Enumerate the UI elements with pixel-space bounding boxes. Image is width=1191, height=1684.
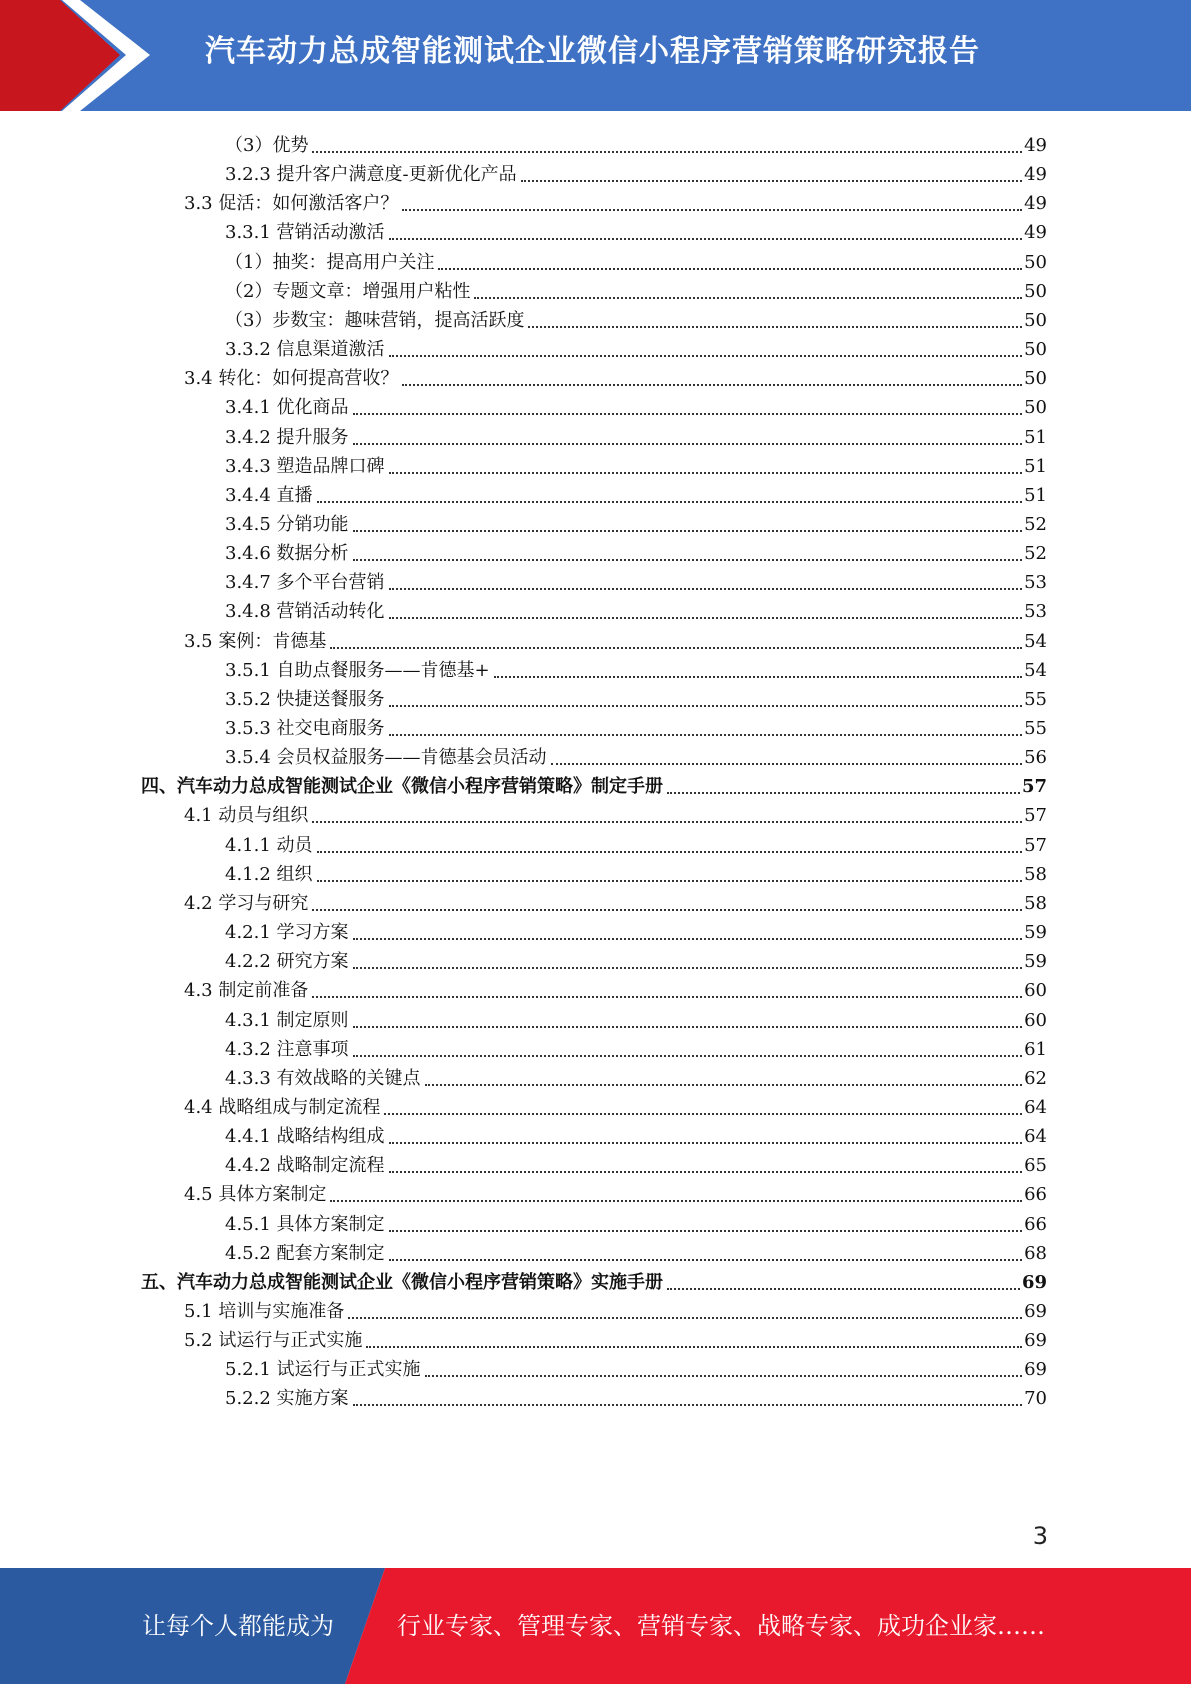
- toc-entry-title: 3.3.2 信息渠道激活: [225, 339, 385, 360]
- toc-leader-dots: [353, 443, 1023, 445]
- toc-leader-dots: [353, 413, 1023, 415]
- toc-entry-title: 3.5.4 会员权益服务——肯德基会员活动: [225, 747, 547, 768]
- toc-leader-dots: [667, 1288, 1020, 1290]
- toc-entry[interactable]: [225, 681, 1047, 712]
- page-footer: [0, 1568, 1191, 1684]
- toc-entry-title: 四、汽车动力总成智能测试企业《微信小程序营销策略》制定手册: [141, 776, 663, 797]
- toc-leader-dots: [389, 734, 1023, 736]
- toc-leader-dots: [389, 355, 1023, 357]
- toc-entry-page: 60: [1024, 1010, 1047, 1031]
- toc-entry-title: 五、汽车动力总成智能测试企业《微信小程序营销策略》实施手册: [141, 1272, 663, 1293]
- toc-entry-title: 3.5.1 自助点餐服务——肯德基+: [225, 660, 490, 681]
- toc-leader-dots: [330, 647, 1022, 649]
- toc-leader-dots: [389, 1142, 1023, 1144]
- toc-entry-page: 64: [1024, 1097, 1047, 1118]
- toc-entry[interactable]: [225, 1206, 1047, 1237]
- toc-leader-dots: [353, 1055, 1023, 1057]
- toc-entry-page: 49: [1024, 222, 1047, 243]
- toc-entry[interactable]: [141, 1264, 1047, 1295]
- toc-entry-title: 3.5 案例：肯德基: [184, 631, 327, 652]
- toc-entry[interactable]: [141, 768, 1047, 799]
- toc-entry-title: 4.1 动员与组织: [184, 805, 309, 826]
- toc-leader-dots: [353, 530, 1023, 532]
- toc-entry-page: 66: [1024, 1214, 1047, 1235]
- footer-slogan-right: 行业专家、管理专家、营销专家、战略专家、成功企业家……: [397, 1612, 1045, 1640]
- toc-leader-dots: [402, 209, 1022, 211]
- toc-entry-page: 65: [1024, 1155, 1047, 1176]
- toc-entry-page: 57: [1021, 776, 1047, 797]
- toc-leader-dots: [312, 996, 1022, 998]
- toc-entry-title: 4.4.2 战略制定流程: [225, 1155, 385, 1176]
- toc-leader-dots: [494, 676, 1022, 678]
- toc-entry-page: 55: [1024, 718, 1047, 739]
- toc-entry[interactable]: [184, 1089, 1047, 1120]
- toc-entry-title: 3.5.3 社交电商服务: [225, 718, 385, 739]
- toc-entry[interactable]: [225, 273, 1047, 304]
- toc-leader-dots: [389, 238, 1023, 240]
- toc-leader-dots: [317, 880, 1023, 882]
- toc-entry[interactable]: [225, 156, 1047, 187]
- toc-entry-title: 3.2.3 提升客户满意度-更新优化产品: [225, 164, 517, 185]
- toc-leader-dots: [389, 588, 1023, 590]
- toc-entry-title: （3）步数宝：趣味营销，提高活跃度: [225, 310, 525, 331]
- toc-entry-page: 50: [1024, 339, 1047, 360]
- toc-entry-page: 49: [1024, 164, 1047, 185]
- toc-entry-page: 49: [1024, 135, 1047, 156]
- toc-entry[interactable]: [184, 1176, 1047, 1207]
- toc-entry[interactable]: [184, 1293, 1047, 1324]
- toc-leader-dots: [312, 821, 1022, 823]
- toc-entry-page: 59: [1024, 951, 1047, 972]
- toc-leader-dots: [330, 1200, 1022, 1202]
- toc-entry[interactable]: [225, 1380, 1047, 1411]
- toc-entry-title: 3.4 转化：如何提高营收？: [184, 368, 399, 389]
- toc-entry[interactable]: [225, 710, 1047, 741]
- toc-entry[interactable]: [225, 1351, 1047, 1382]
- toc-leader-dots: [348, 1317, 1022, 1319]
- toc-entry-title: 4.3.3 有效战略的关键点: [225, 1068, 421, 1089]
- toc-leader-dots: [389, 1259, 1023, 1261]
- toc-entry-page: 58: [1024, 864, 1047, 885]
- toc-entry[interactable]: [225, 214, 1047, 245]
- toc-entry-page: 69: [1024, 1301, 1047, 1322]
- toc-leader-dots: [528, 326, 1022, 328]
- toc-entry[interactable]: [225, 593, 1047, 624]
- toc-entry-title: 3.4.6 数据分析: [225, 543, 349, 564]
- toc-leader-dots: [389, 617, 1023, 619]
- toc-entry-title: 3.4.3 塑造品牌口碑: [225, 456, 385, 477]
- toc-entry[interactable]: [225, 564, 1047, 595]
- toc-leader-dots: [353, 938, 1023, 940]
- toc-entry[interactable]: [225, 914, 1047, 945]
- toc-entry[interactable]: [184, 623, 1047, 654]
- toc-entry-title: 3.4.2 提升服务: [225, 427, 349, 448]
- toc-entry-page: 59: [1024, 922, 1047, 943]
- toc-leader-dots: [312, 909, 1022, 911]
- toc-entry[interactable]: [225, 389, 1047, 420]
- toc-entry-page: 51: [1024, 456, 1047, 477]
- toc-entry-page: 69: [1024, 1359, 1047, 1380]
- toc-entry-page: 69: [1024, 1330, 1047, 1351]
- toc-entry[interactable]: [225, 448, 1047, 479]
- toc-entry[interactable]: [225, 1118, 1047, 1149]
- toc-leader-dots: [425, 1375, 1023, 1377]
- toc-entry-page: 64: [1024, 1126, 1047, 1147]
- toc-entry-page: 57: [1024, 835, 1047, 856]
- toc-entry-title: 4.5.1 具体方案制定: [225, 1214, 385, 1235]
- toc-entry-title: 4.2.2 研究方案: [225, 951, 349, 972]
- toc-entry-title: 5.2.2 实施方案: [225, 1388, 349, 1409]
- toc-entry-title: 4.3.1 制定原则: [225, 1010, 349, 1031]
- toc-leader-dots: [317, 501, 1023, 503]
- toc-entry-page: 70: [1024, 1388, 1047, 1409]
- toc-leader-dots: [474, 297, 1022, 299]
- footer-slogan-left: 让每个人都能成为: [142, 1612, 334, 1640]
- page-header: [0, 0, 1191, 111]
- toc-entry-page: 58: [1024, 893, 1047, 914]
- toc-entry-title: （3）优势: [225, 135, 309, 156]
- toc-entry[interactable]: [225, 652, 1047, 683]
- toc-leader-dots: [521, 180, 1022, 182]
- toc-entry[interactable]: [225, 244, 1047, 275]
- toc-entry-title: 4.4 战略组成与制定流程: [184, 1097, 381, 1118]
- toc-entry-page: 68: [1024, 1243, 1047, 1264]
- toc-entry-page: 50: [1024, 397, 1047, 418]
- toc-entry-page: 54: [1024, 660, 1047, 681]
- toc-entry-page: 53: [1024, 572, 1047, 593]
- toc-entry-title: 5.1 培训与实施准备: [184, 1301, 345, 1322]
- toc-leader-dots: [353, 1404, 1023, 1406]
- toc-entry-page: 51: [1024, 485, 1047, 506]
- toc-entry-page: 56: [1024, 747, 1047, 768]
- toc-entry-title: 4.2 学习与研究: [184, 893, 309, 914]
- toc-leader-dots: [402, 384, 1022, 386]
- toc-entry-page: 61: [1024, 1039, 1047, 1060]
- toc-entry[interactable]: [184, 972, 1047, 1003]
- toc-entry-title: 3.4.5 分销功能: [225, 514, 349, 535]
- toc-leader-dots: [389, 1171, 1023, 1173]
- toc-entry-title: 3.4.8 营销活动转化: [225, 601, 385, 622]
- toc-leader-dots: [312, 151, 1022, 153]
- toc-entry-page: 60: [1024, 980, 1047, 1001]
- toc-entry-page: 51: [1024, 427, 1047, 448]
- toc-entry-title: 3.3.1 营销活动激活: [225, 222, 385, 243]
- toc-entry-page: 69: [1021, 1272, 1047, 1293]
- toc-entry[interactable]: [184, 797, 1047, 828]
- toc-entry[interactable]: [225, 127, 1047, 158]
- toc-leader-dots: [353, 967, 1023, 969]
- toc-entry-title: 3.3 促活：如何激活客户？: [184, 193, 399, 214]
- toc-entry[interactable]: [184, 885, 1047, 916]
- toc-entry[interactable]: [225, 419, 1047, 450]
- toc-entry-title: 4.2.1 学习方案: [225, 922, 349, 943]
- toc-entry[interactable]: [225, 943, 1047, 974]
- toc-entry-page: 49: [1024, 193, 1047, 214]
- toc-entry[interactable]: [184, 185, 1047, 216]
- toc-entry[interactable]: [225, 477, 1047, 508]
- toc-entry-page: 54: [1024, 631, 1047, 652]
- toc-entry-page: 50: [1024, 310, 1047, 331]
- toc-leader-dots: [366, 1346, 1022, 1348]
- toc-entry[interactable]: [225, 535, 1047, 566]
- toc-entry-title: （1）抽奖：提高用户关注: [225, 252, 435, 273]
- toc-entry-title: 3.4.7 多个平台营销: [225, 572, 385, 593]
- toc-leader-dots: [389, 472, 1023, 474]
- toc-leader-dots: [353, 1026, 1023, 1028]
- toc-entry[interactable]: [225, 302, 1047, 333]
- toc-entry-title: 5.2 试运行与正式实施: [184, 1330, 363, 1351]
- toc-entry[interactable]: [225, 1147, 1047, 1178]
- toc-entry-page: 55: [1024, 689, 1047, 710]
- page-number: 3: [1032, 1522, 1048, 1550]
- toc-leader-dots: [438, 268, 1022, 270]
- toc-entry-title: 3.5.2 快捷送餐服务: [225, 689, 385, 710]
- toc-entry-title: 4.5 具体方案制定: [184, 1184, 327, 1205]
- toc-entry-page: 52: [1024, 514, 1047, 535]
- toc-entry-title: 3.4.4 直播: [225, 485, 313, 506]
- toc-entry-page: 62: [1024, 1068, 1047, 1089]
- toc-entry[interactable]: [225, 506, 1047, 537]
- toc-leader-dots: [389, 705, 1023, 707]
- toc-entry-page: 66: [1024, 1184, 1047, 1205]
- toc-entry-title: 4.3 制定前准备: [184, 980, 309, 1001]
- toc-entry-title: 4.3.2 注意事项: [225, 1039, 349, 1060]
- toc-entry[interactable]: [225, 1060, 1047, 1091]
- toc-entry-page: 57: [1024, 805, 1047, 826]
- toc-entry[interactable]: [225, 827, 1047, 858]
- toc-entry-title: （2）专题文章：增强用户粘性: [225, 281, 471, 302]
- toc-leader-dots: [317, 851, 1023, 853]
- toc-entry-page: 53: [1024, 601, 1047, 622]
- toc-entry-page: 52: [1024, 543, 1047, 564]
- toc-entry[interactable]: [184, 1322, 1047, 1353]
- toc-leader-dots: [425, 1084, 1023, 1086]
- toc-entry-title: 3.4.1 优化商品: [225, 397, 349, 418]
- toc-entry[interactable]: [184, 360, 1047, 391]
- toc-entry-page: 50: [1024, 281, 1047, 302]
- toc-leader-dots: [551, 763, 1023, 765]
- toc-entry-page: 50: [1024, 368, 1047, 389]
- toc-leader-dots: [353, 559, 1023, 561]
- toc-entry[interactable]: [225, 1002, 1047, 1033]
- report-title: 汽车动力总成智能测试企业微信小程序营销策略研究报告: [205, 34, 980, 69]
- toc-entry[interactable]: [225, 739, 1047, 770]
- toc-leader-dots: [667, 792, 1020, 794]
- toc-entry-title: 4.1.1 动员: [225, 835, 313, 856]
- toc-entry[interactable]: [225, 331, 1047, 362]
- toc-entry-title: 4.1.2 组织: [225, 864, 313, 885]
- toc-entry-title: 5.2.1 试运行与正式实施: [225, 1359, 421, 1380]
- toc-entry[interactable]: [225, 856, 1047, 887]
- toc-leader-dots: [384, 1113, 1022, 1115]
- toc-entry[interactable]: [225, 1235, 1047, 1266]
- toc-entry-page: 50: [1024, 252, 1047, 273]
- toc-entry[interactable]: [225, 1031, 1047, 1062]
- toc-entry-title: 4.5.2 配套方案制定: [225, 1243, 385, 1264]
- toc-leader-dots: [389, 1230, 1023, 1232]
- toc-entry-title: 4.4.1 战略结构组成: [225, 1126, 385, 1147]
